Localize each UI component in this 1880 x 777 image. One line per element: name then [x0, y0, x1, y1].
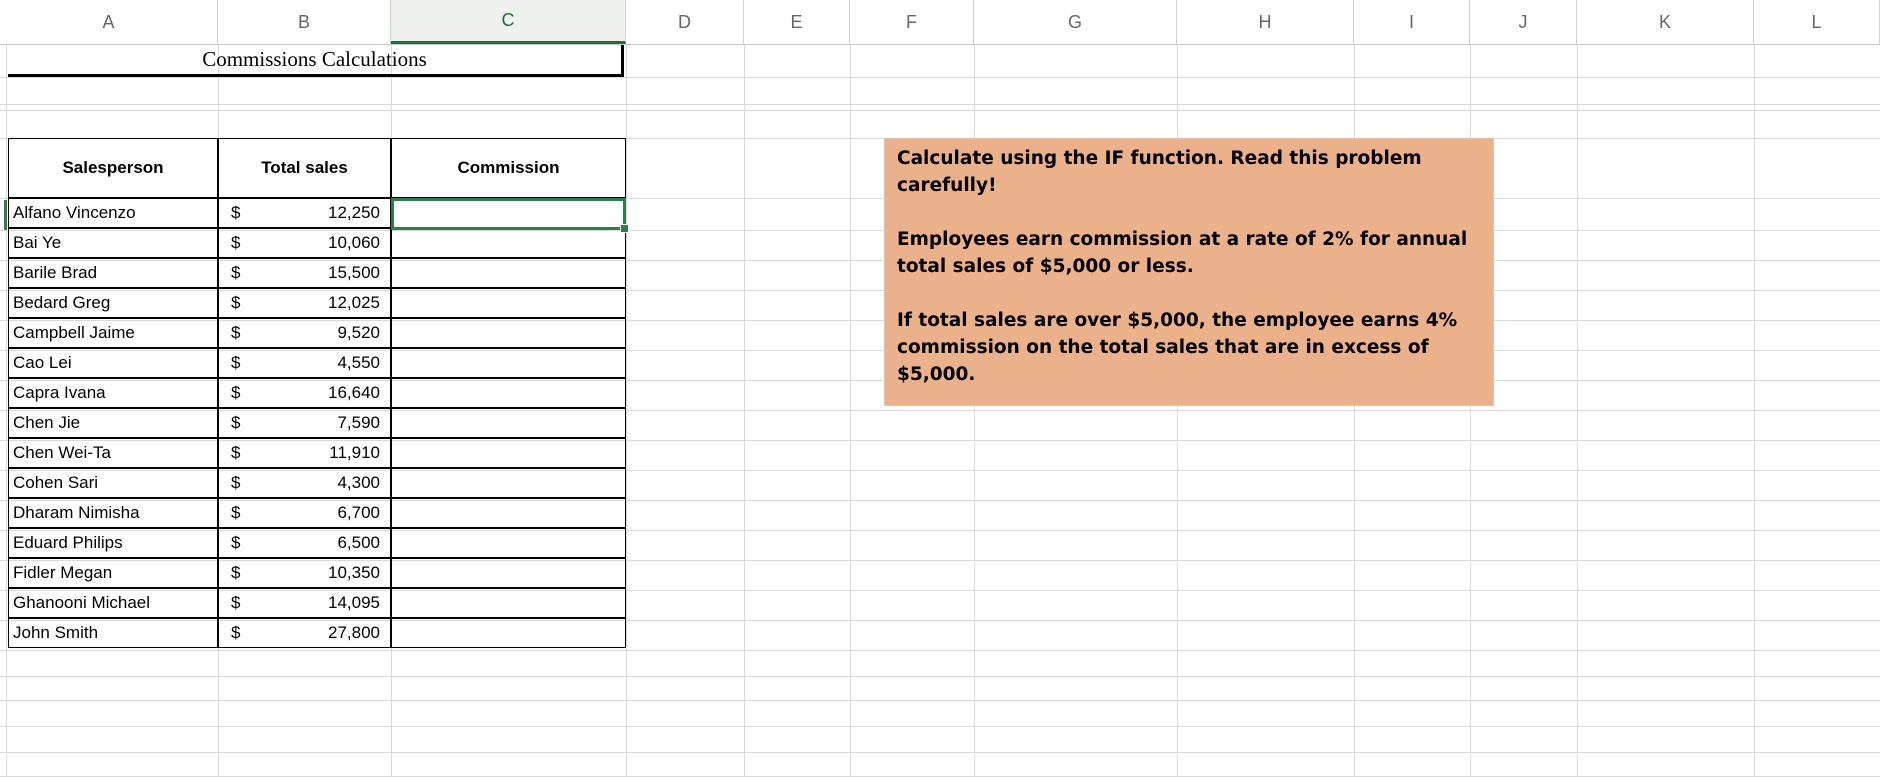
salesperson-cell[interactable]: Dharam Nimisha: [8, 498, 218, 528]
commission-cell[interactable]: [391, 318, 626, 348]
sales-amount: 16,640: [328, 383, 380, 402]
sales-amount: 14,095: [328, 593, 380, 612]
column-header-c[interactable]: C: [391, 0, 626, 44]
sales-amount: 7,590: [337, 413, 380, 432]
total-sales-cell[interactable]: [218, 498, 391, 528]
column-header-b[interactable]: B: [218, 0, 391, 44]
grid-hline: [0, 700, 1880, 701]
sales-amount: 9,520: [337, 323, 380, 342]
sales-amount: 6,700: [337, 503, 380, 522]
total-sales-cell[interactable]: [218, 558, 391, 588]
instruction-line-2: Employees earn commission at a rate of 2% for annual total sales of $5,000 or less.: [897, 229, 1468, 277]
commission-cell[interactable]: [391, 588, 626, 618]
currency-symbol: $: [231, 293, 241, 312]
currency-symbol: $: [231, 263, 241, 282]
total-sales-cell[interactable]: [218, 528, 391, 558]
currency-symbol: $: [231, 413, 241, 432]
header-salesperson[interactable]: Salesperson: [8, 138, 218, 198]
instruction-line-3: If total sales are over $5,000, the employee earns 4% commission on the total sales that are in excess of $5,000.: [897, 310, 1458, 385]
currency-symbol: $: [231, 203, 241, 222]
currency-symbol: $: [231, 503, 241, 522]
total-sales-cell[interactable]: [218, 408, 391, 438]
sales-amount: 12,250: [328, 203, 380, 222]
total-sales-cell[interactable]: [218, 258, 391, 288]
currency-symbol: $: [231, 443, 241, 462]
salesperson-cell[interactable]: Bedard Greg: [8, 288, 218, 318]
salesperson-cell[interactable]: Cao Lei: [8, 348, 218, 378]
total-sales-cell[interactable]: [218, 588, 391, 618]
grid-hline: [0, 104, 1880, 105]
salesperson-cell[interactable]: Campbell Jaime: [8, 318, 218, 348]
instruction-line-1: Calculate using the IF function. Read this problem carefully!: [897, 148, 1422, 196]
currency-symbol: $: [231, 353, 241, 372]
commission-cell[interactable]: [391, 498, 626, 528]
commission-cell[interactable]: [391, 408, 626, 438]
column-header-g[interactable]: G: [974, 0, 1177, 44]
total-sales-cell[interactable]: [218, 318, 391, 348]
sales-amount: 4,300: [337, 473, 380, 492]
instructions-textbox[interactable]: [884, 138, 1494, 406]
column-header-j[interactable]: J: [1470, 0, 1577, 44]
column-header-i[interactable]: I: [1354, 0, 1470, 44]
column-header-h[interactable]: H: [1177, 0, 1354, 44]
fill-handle[interactable]: [620, 224, 629, 233]
grid-hline: [0, 676, 1880, 677]
sales-amount: 10,060: [328, 233, 380, 252]
sales-amount: 27,800: [328, 623, 380, 642]
total-sales-cell[interactable]: [218, 378, 391, 408]
grid-vline-left: [6, 0, 7, 776]
grid-hline: [0, 110, 1880, 111]
commission-cell[interactable]: [391, 618, 626, 648]
commission-cell[interactable]: [391, 258, 626, 288]
grid-hline: [0, 650, 1880, 651]
sales-amount: 11,910: [329, 443, 380, 462]
column-header-e[interactable]: E: [744, 0, 850, 44]
header-commission[interactable]: Commission: [391, 138, 626, 198]
commission-cell[interactable]: [391, 528, 626, 558]
currency-symbol: $: [231, 623, 241, 642]
salesperson-cell[interactable]: Cohen Sari: [8, 468, 218, 498]
total-sales-cell[interactable]: [218, 288, 391, 318]
column-header-l[interactable]: L: [1754, 0, 1880, 44]
salesperson-cell[interactable]: Fidler Megan: [8, 558, 218, 588]
column-header-d[interactable]: D: [626, 0, 744, 44]
column-header-k[interactable]: K: [1577, 0, 1754, 44]
commission-cell[interactable]: [391, 348, 626, 378]
grid-hline: [0, 752, 1880, 753]
grid-hline: [0, 77, 1880, 78]
salesperson-cell[interactable]: Eduard Philips: [8, 528, 218, 558]
row-selection-edge: [4, 200, 7, 230]
currency-symbol: $: [231, 593, 241, 612]
sales-amount: 6,500: [337, 533, 380, 552]
active-cell-c7[interactable]: [391, 198, 626, 230]
total-sales-cell[interactable]: [218, 228, 391, 258]
salesperson-cell[interactable]: Chen Wei-Ta: [8, 438, 218, 468]
commission-cell[interactable]: [391, 378, 626, 408]
sales-amount: 4,550: [337, 353, 380, 372]
currency-symbol: $: [231, 563, 241, 582]
salesperson-cell[interactable]: Chen Jie: [8, 408, 218, 438]
sales-amount: 10,350: [328, 563, 380, 582]
currency-symbol: $: [231, 533, 241, 552]
total-sales-cell[interactable]: [218, 198, 391, 228]
column-header-a[interactable]: A: [0, 0, 218, 44]
column-header-f[interactable]: F: [850, 0, 974, 44]
currency-symbol: $: [231, 383, 241, 402]
commission-cell[interactable]: [391, 558, 626, 588]
header-total-sales[interactable]: Total sales: [218, 138, 391, 198]
salesperson-cell[interactable]: Ghanooni Michael: [8, 588, 218, 618]
currency-symbol: $: [231, 233, 241, 252]
salesperson-cell[interactable]: John Smith: [8, 618, 218, 648]
sales-amount: 15,500: [328, 263, 380, 282]
total-sales-cell[interactable]: [218, 438, 391, 468]
salesperson-cell[interactable]: Alfano Vincenzo: [8, 198, 218, 228]
commission-cell[interactable]: [391, 228, 626, 258]
total-sales-cell[interactable]: [218, 348, 391, 378]
currency-symbol: $: [231, 473, 241, 492]
commission-cell[interactable]: [391, 288, 626, 318]
sheet-title[interactable]: Commissions Calculations: [8, 45, 624, 77]
currency-symbol: $: [231, 323, 241, 342]
salesperson-cell[interactable]: Bai Ye: [8, 228, 218, 258]
total-sales-cell[interactable]: [218, 618, 391, 648]
salesperson-cell[interactable]: Barile Brad: [8, 258, 218, 288]
grid-hline: [0, 726, 1880, 727]
commission-cell[interactable]: [391, 468, 626, 498]
sales-amount: 12,025: [328, 293, 380, 312]
salesperson-cell[interactable]: Capra Ivana: [8, 378, 218, 408]
total-sales-cell[interactable]: [218, 468, 391, 498]
commission-cell[interactable]: [391, 438, 626, 468]
